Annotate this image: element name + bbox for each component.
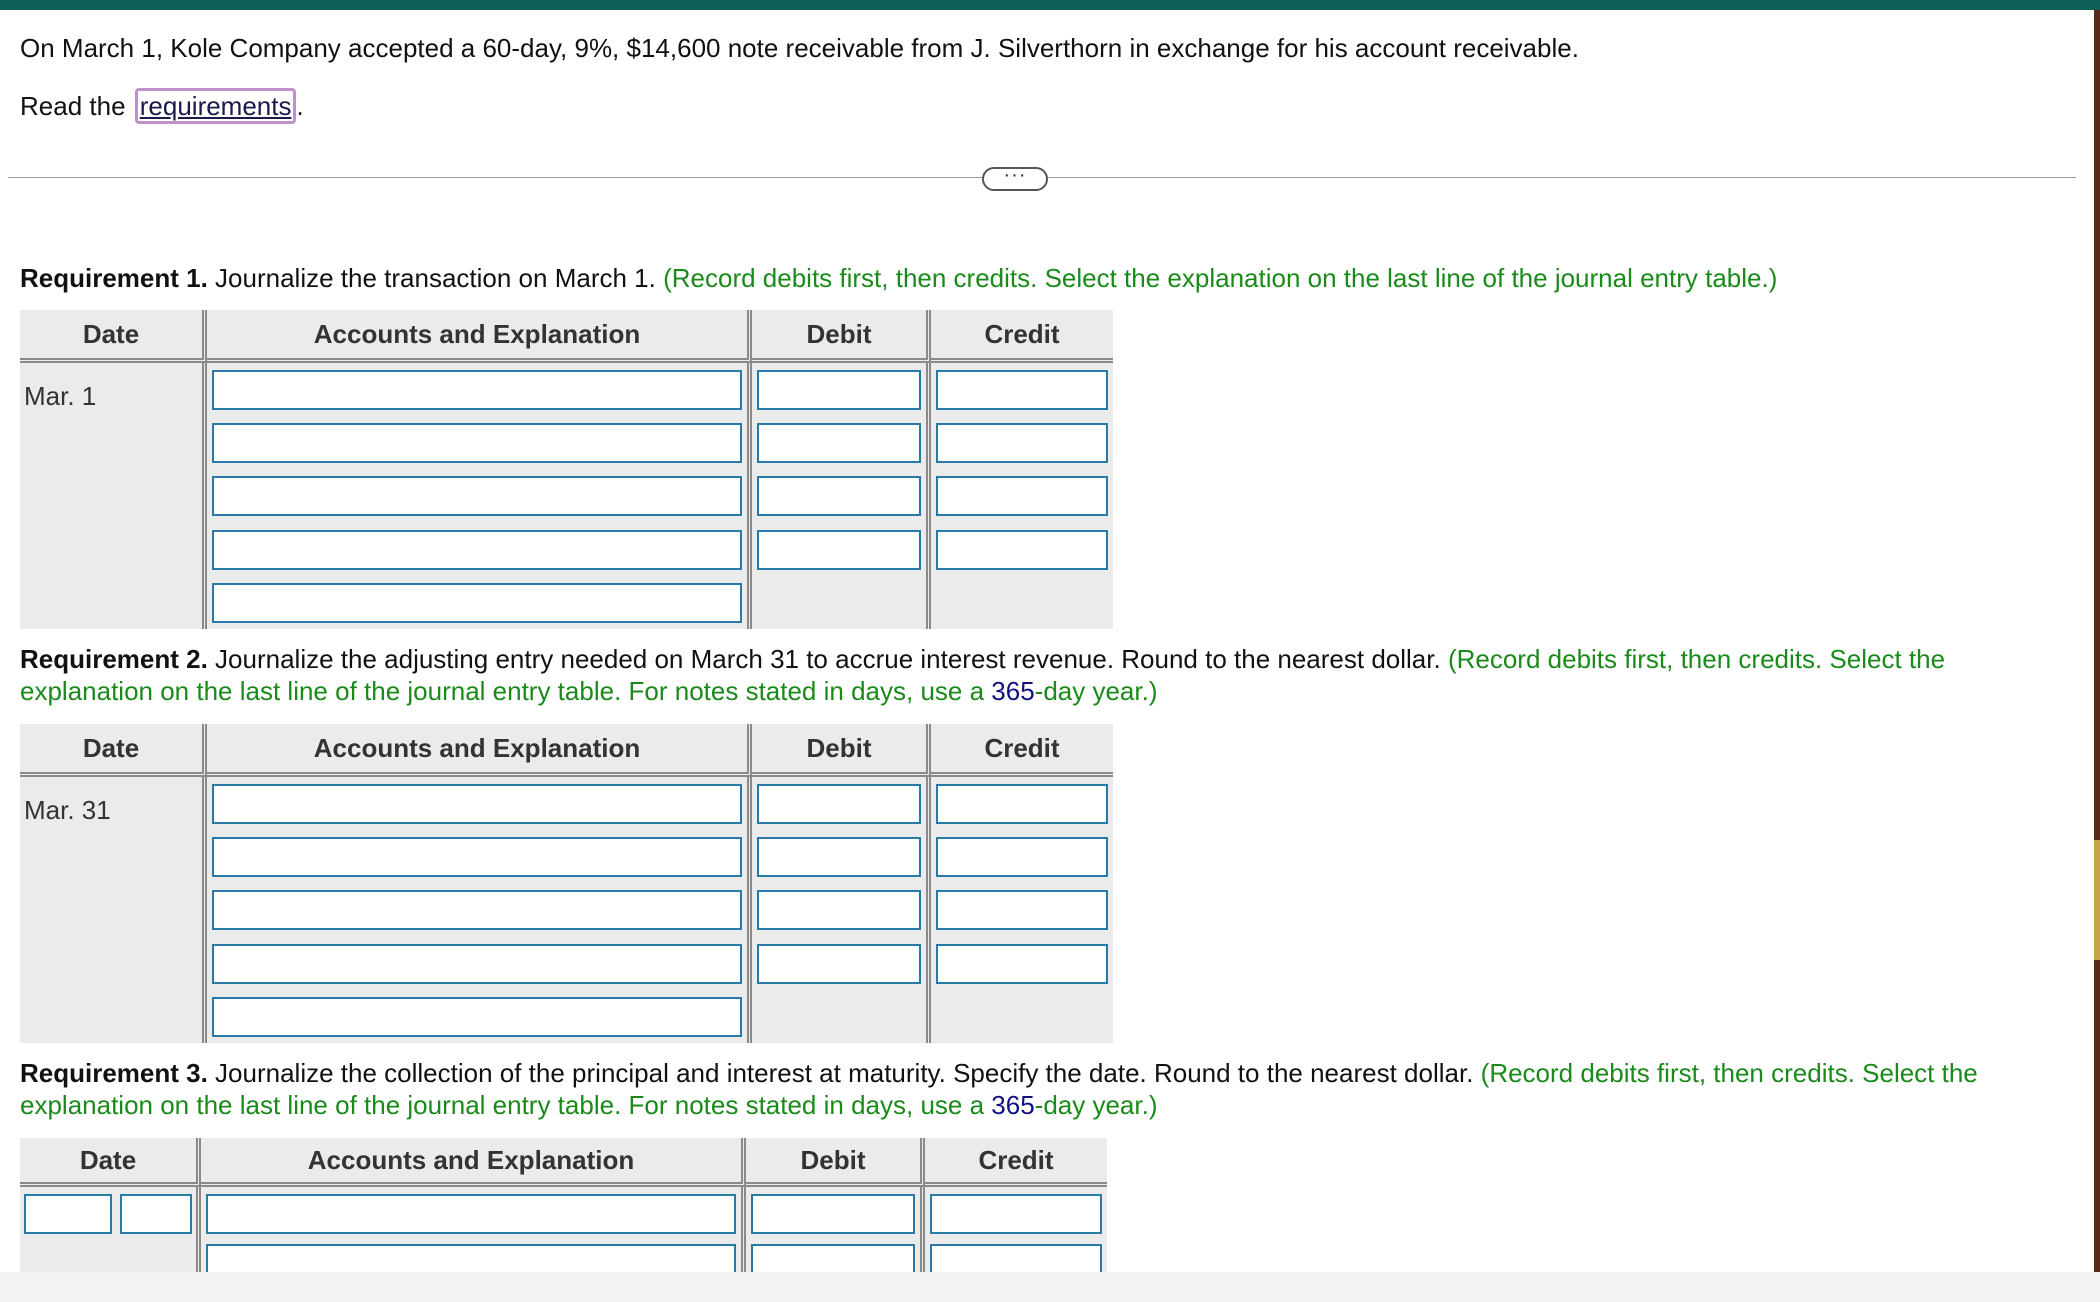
header-credit: Credit bbox=[925, 1138, 1107, 1187]
read-requirements-line bbox=[20, 88, 304, 124]
requirement-3-instruction-line1: (Record debits first, then credits. Select the bbox=[1480, 1058, 1978, 1088]
header-accounts: Accounts and Explanation bbox=[207, 310, 752, 363]
table-row bbox=[20, 777, 1113, 830]
explanation-input[interactable] bbox=[212, 997, 742, 1037]
window-edge bbox=[2094, 10, 2100, 1272]
requirement-1-heading bbox=[20, 262, 1777, 294]
header-date: Date bbox=[20, 310, 207, 363]
instruction-text-end: -day year.) bbox=[1034, 1090, 1158, 1120]
account-input[interactable] bbox=[212, 890, 742, 930]
table-header-row bbox=[20, 1138, 1107, 1187]
credit-input[interactable] bbox=[936, 944, 1108, 984]
requirement-2-heading bbox=[20, 643, 1945, 675]
expand-button[interactable]: ··· bbox=[982, 167, 1048, 191]
debit-input[interactable] bbox=[751, 1194, 915, 1234]
entry-date: Mar. 1 bbox=[20, 363, 207, 629]
debit-input[interactable] bbox=[751, 1244, 915, 1272]
requirement-3-text: Journalize the collection of the principal and interest at maturity. Specify the date. Round to the nearest dollar. bbox=[207, 1058, 1474, 1088]
account-input[interactable] bbox=[212, 944, 742, 984]
days-value: 365 bbox=[991, 676, 1035, 706]
account-input[interactable] bbox=[212, 476, 742, 516]
requirement-1-instruction: (Record debits first, then credits. Select the explanation on the last line of the journal entry table.) bbox=[663, 263, 1778, 293]
journal-table-1 bbox=[20, 310, 1113, 629]
table-header-row bbox=[20, 724, 1113, 777]
explanation-input[interactable] bbox=[212, 583, 742, 623]
header-debit: Debit bbox=[746, 1138, 925, 1187]
top-bar bbox=[0, 0, 2100, 10]
requirement-1-label: Requirement 1. bbox=[20, 263, 208, 293]
debit-input[interactable] bbox=[757, 370, 921, 410]
days-value: 365 bbox=[991, 1090, 1035, 1120]
credit-input[interactable] bbox=[936, 890, 1108, 930]
debit-input[interactable] bbox=[757, 944, 921, 984]
account-input[interactable] bbox=[206, 1244, 736, 1272]
account-input[interactable] bbox=[212, 837, 742, 877]
requirement-2-instruction-line2 bbox=[20, 675, 1158, 707]
credit-input[interactable] bbox=[936, 423, 1108, 463]
debit-input[interactable] bbox=[757, 530, 921, 570]
journal-table-2 bbox=[20, 724, 1113, 1043]
header-accounts: Accounts and Explanation bbox=[201, 1138, 746, 1187]
account-input[interactable] bbox=[212, 784, 742, 824]
requirement-3-heading bbox=[20, 1057, 1978, 1089]
instruction-text-end: -day year.) bbox=[1034, 676, 1158, 706]
requirements-link[interactable]: requirements bbox=[135, 88, 297, 124]
credit-input[interactable] bbox=[936, 837, 1108, 877]
instruction-text: explanation on the last line of the journal entry table. For notes stated in days, use a bbox=[20, 676, 992, 706]
requirement-2-label: Requirement 2. bbox=[20, 644, 208, 674]
problem-page bbox=[0, 10, 2094, 1272]
debit-input[interactable] bbox=[757, 476, 921, 516]
table-header-row bbox=[20, 310, 1113, 363]
account-input[interactable] bbox=[212, 423, 742, 463]
account-input[interactable] bbox=[212, 370, 742, 410]
header-date: Date bbox=[20, 724, 207, 777]
credit-input[interactable] bbox=[936, 530, 1108, 570]
header-date: Date bbox=[20, 1138, 201, 1187]
account-input[interactable] bbox=[212, 530, 742, 570]
header-debit: Debit bbox=[752, 310, 931, 363]
credit-input[interactable] bbox=[936, 370, 1108, 410]
month-input[interactable] bbox=[24, 1194, 112, 1234]
credit-input[interactable] bbox=[936, 784, 1108, 824]
account-input[interactable] bbox=[206, 1194, 736, 1234]
table-row bbox=[20, 1187, 1107, 1237]
debit-input[interactable] bbox=[757, 423, 921, 463]
credit-input[interactable] bbox=[930, 1244, 1102, 1272]
header-accounts: Accounts and Explanation bbox=[207, 724, 752, 777]
header-credit: Credit bbox=[931, 310, 1113, 363]
requirement-3-label: Requirement 3. bbox=[20, 1058, 208, 1088]
credit-input[interactable] bbox=[930, 1194, 1102, 1234]
requirement-3-instruction-line2 bbox=[20, 1089, 1158, 1121]
debit-input[interactable] bbox=[757, 837, 921, 877]
requirement-1-text: Journalize the transaction on March 1. bbox=[207, 263, 656, 293]
debit-input[interactable] bbox=[757, 784, 921, 824]
table-row bbox=[20, 1237, 1107, 1272]
requirement-2-instruction-line1: (Record debits first, then credits. Select the bbox=[1447, 644, 1946, 674]
header-credit: Credit bbox=[931, 724, 1113, 777]
instruction-text: explanation on the last line of the journal entry table. For notes stated in days, use a bbox=[20, 1090, 992, 1120]
day-input[interactable] bbox=[120, 1194, 192, 1234]
table-row bbox=[20, 363, 1113, 416]
problem-intro: On March 1, Kole Company accepted a 60-day, 9%, $14,600 note receivable from J. Silverthorn in exchange for his account receivable. bbox=[20, 33, 1579, 63]
header-debit: Debit bbox=[752, 724, 931, 777]
debit-input[interactable] bbox=[757, 890, 921, 930]
read-prefix: Read the bbox=[20, 91, 133, 121]
read-suffix: . bbox=[296, 91, 304, 121]
credit-input[interactable] bbox=[936, 476, 1108, 516]
journal-table-3 bbox=[20, 1138, 1107, 1272]
entry-date: Mar. 31 bbox=[20, 777, 207, 1043]
requirement-2-text: Journalize the adjusting entry needed on March 31 to accrue interest revenue. Round to the nearest dollar. bbox=[207, 644, 1441, 674]
